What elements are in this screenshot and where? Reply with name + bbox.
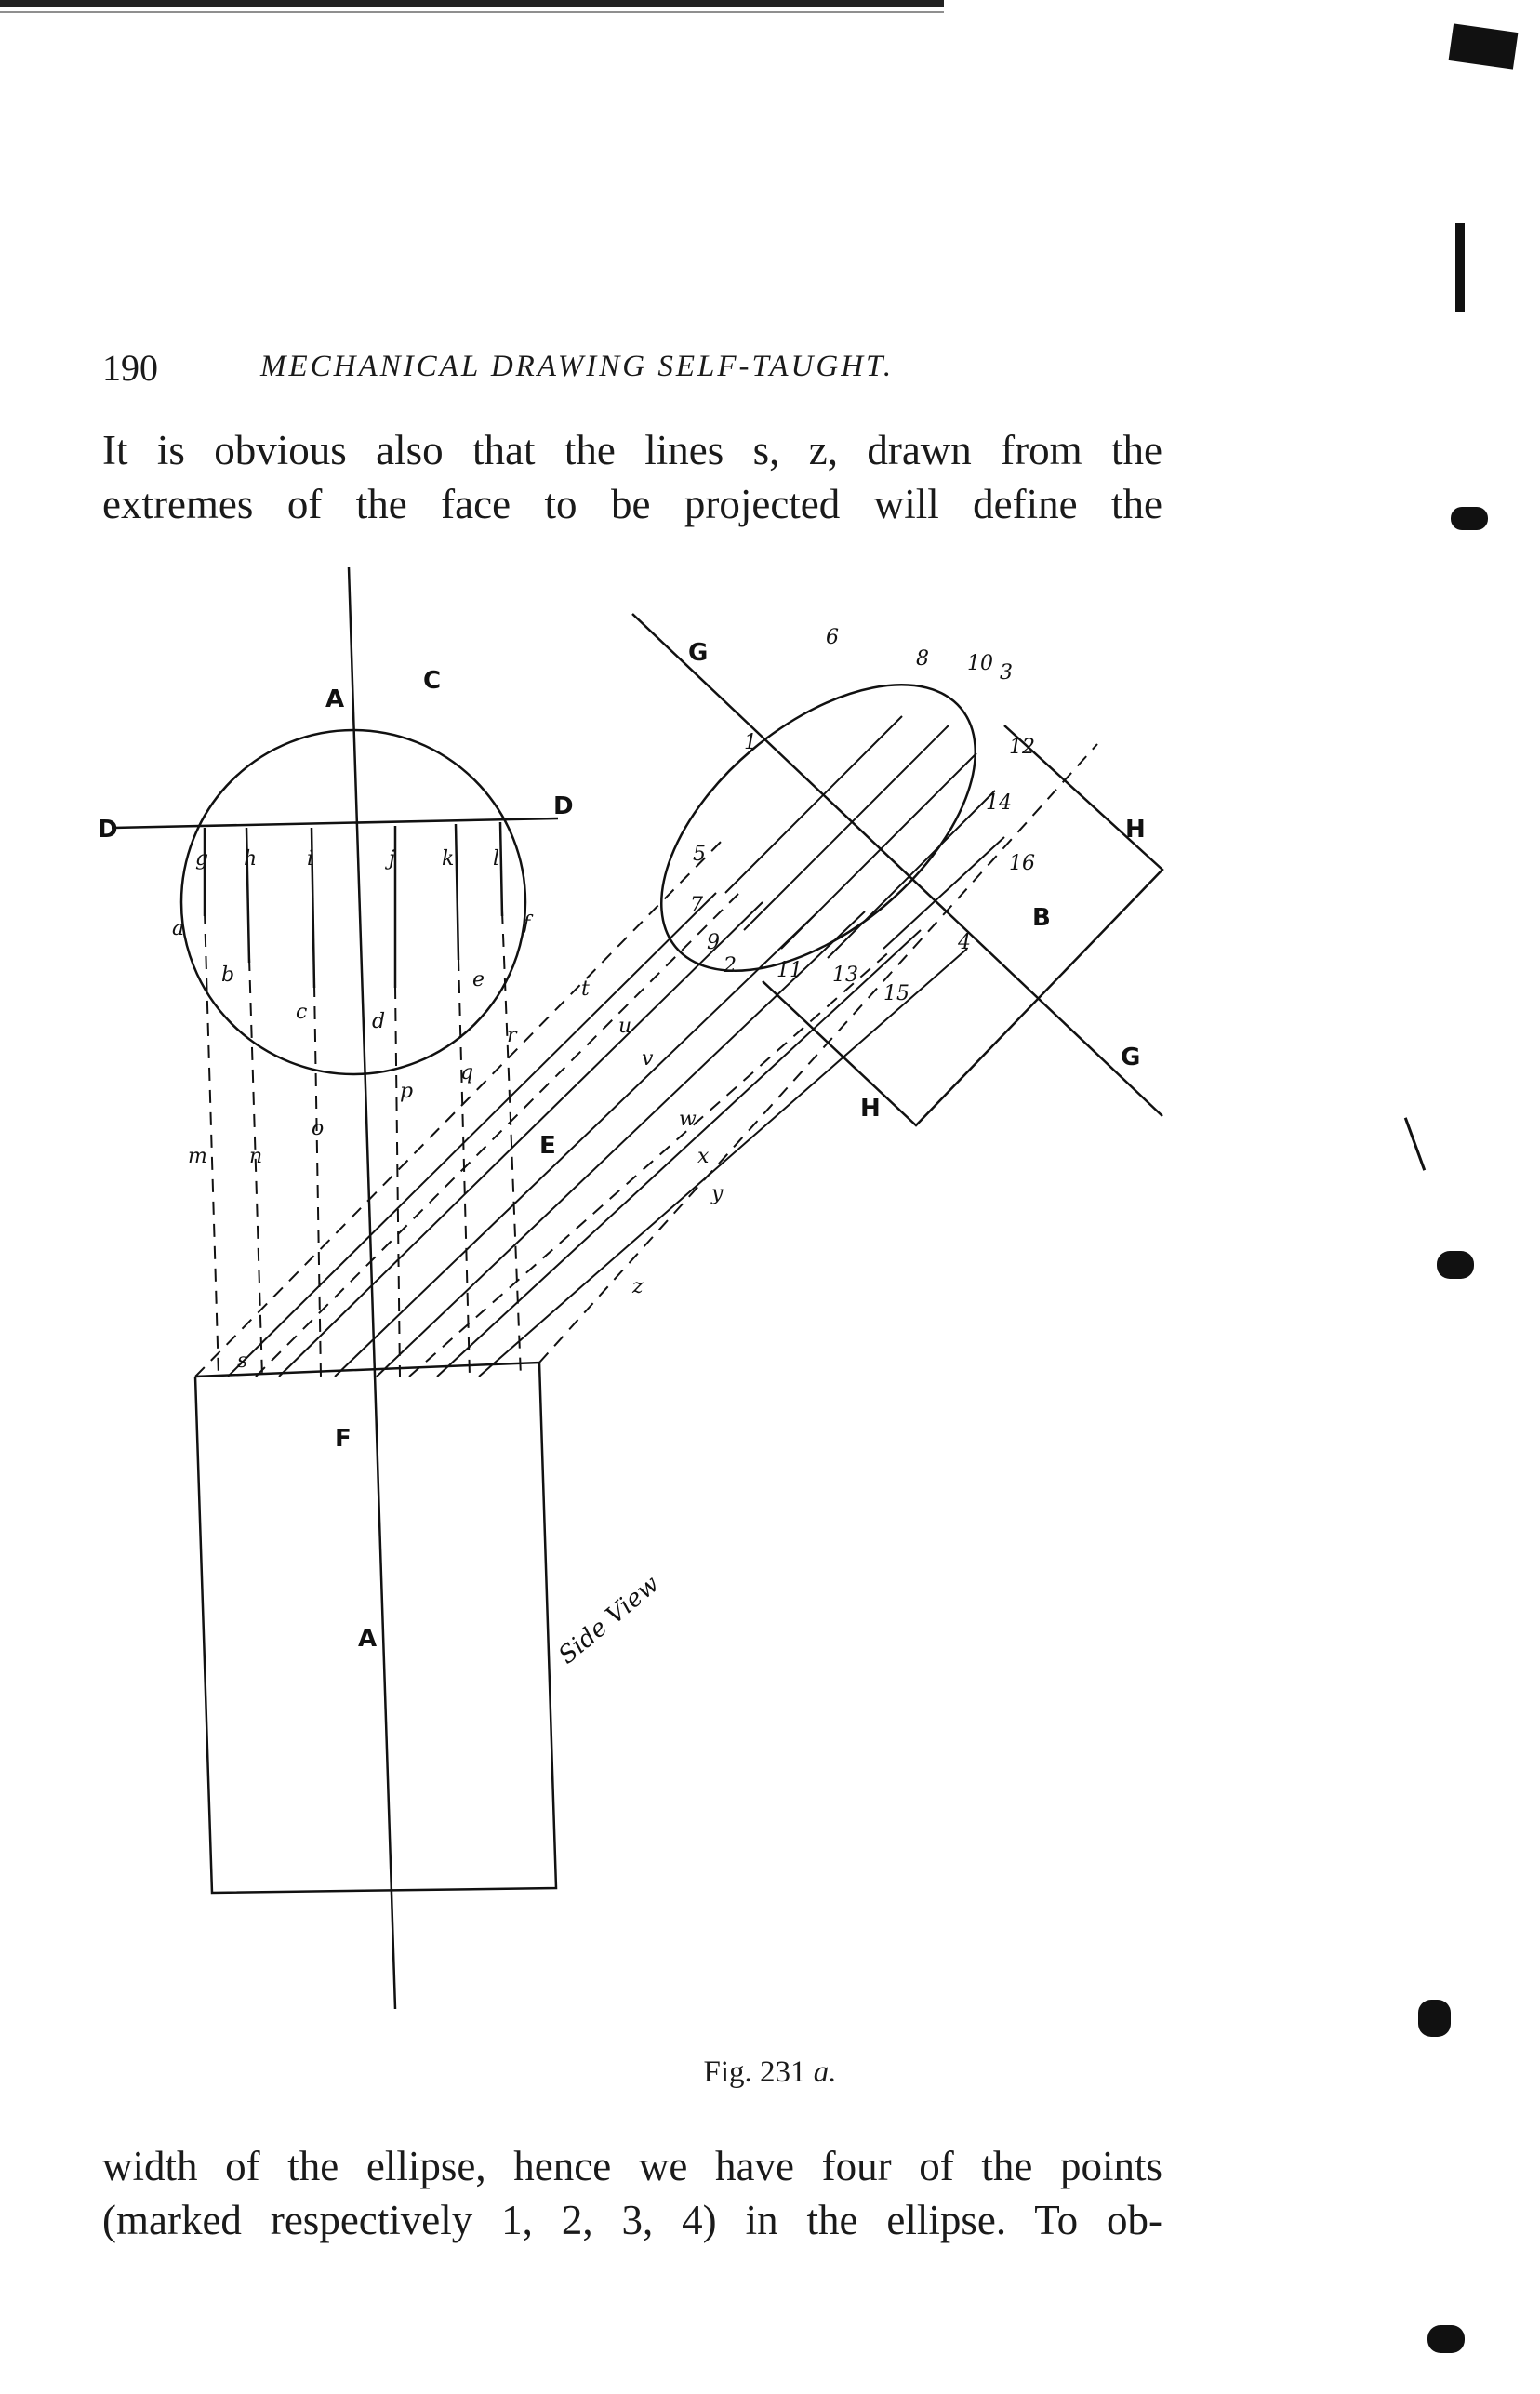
- label-A-top: A: [325, 685, 345, 713]
- label-E: E: [539, 1132, 556, 1160]
- label-H-bottom: H: [860, 1095, 881, 1123]
- paragraph-bottom: [102, 2139, 1162, 2247]
- oblique-label-v: v: [642, 1047, 654, 1071]
- ellipse-num-2: 2: [724, 954, 737, 978]
- label-G-bottom: G: [1121, 1044, 1141, 1071]
- top-edge-rule-thin: [0, 11, 944, 13]
- page-header: [102, 346, 1162, 392]
- paragraph-top: [102, 423, 1162, 531]
- point-label-d: d: [372, 1010, 386, 1033]
- caption-prefix: Fig. 231: [703, 2055, 814, 2089]
- point-label-a: a: [172, 917, 185, 940]
- vertical-axis: [349, 567, 395, 2009]
- chord-label-k: k: [442, 847, 455, 871]
- ellipse-num-15: 15: [883, 982, 909, 1005]
- margin-mark: [1427, 2325, 1465, 2353]
- page-number: 190: [102, 347, 158, 389]
- oblique-label-x: x: [697, 1145, 710, 1168]
- proj-label-r: r: [507, 1024, 517, 1047]
- ellipse-num-7: 7: [690, 894, 703, 917]
- chord-label-l: l: [493, 847, 500, 871]
- point-label-f: f: [523, 912, 531, 936]
- top-edge-rule: [0, 0, 944, 7]
- paragraph-top-line-1: It is obvious also that the lines s, z, drawn from the: [102, 427, 1162, 473]
- projected-ellipse: [610, 630, 1027, 1026]
- running-head: MECHANICAL DRAWING SELF-TAUGHT.: [260, 350, 895, 383]
- oblique-label-w: w: [679, 1108, 697, 1131]
- chord-label-j: j: [389, 847, 395, 871]
- label-A-bottom: A: [358, 1625, 378, 1653]
- proj-label-m: m: [188, 1145, 207, 1168]
- chord-label-i: i: [307, 847, 314, 871]
- ellipse-num-9: 9: [707, 931, 720, 954]
- ellipse-num-3: 3: [1000, 661, 1013, 685]
- paragraph-bottom-line-1: width of the ellipse, hence we have four of the points: [102, 2143, 1162, 2189]
- label-F: F: [335, 1425, 352, 1453]
- ellipse-num-12: 12: [1009, 736, 1035, 759]
- margin-mark: [1449, 23, 1519, 69]
- figure-231a: [0, 558, 1540, 2009]
- paragraph-bottom-line-2: (marked respectively 1, 2, 3, 4) in the ellipse. To ob-: [102, 2197, 1162, 2243]
- oblique-label-s: s: [237, 1350, 248, 1373]
- projection-drawing: [0, 558, 1540, 2009]
- label-B: B: [1032, 904, 1051, 932]
- margin-mark: [1418, 2000, 1451, 2037]
- ellipse-num-5: 5: [693, 843, 706, 866]
- caption-suffix: a.: [813, 2055, 837, 2089]
- oblique-label-y: y: [711, 1182, 724, 1205]
- point-label-e: e: [472, 968, 485, 991]
- plan-circle: [181, 730, 525, 1074]
- ellipse-num-6: 6: [826, 626, 839, 649]
- ellipse-num-8: 8: [916, 647, 929, 671]
- ellipse-num-13: 13: [832, 964, 858, 987]
- figure-caption: [0, 2055, 1540, 2090]
- margin-mark: [1437, 1251, 1474, 1279]
- oblique-label-t: t: [581, 978, 590, 1001]
- point-label-b: b: [221, 964, 235, 987]
- ellipse-num-16: 16: [1009, 852, 1035, 875]
- ellipse-num-4: 4: [958, 931, 971, 954]
- line-G-G: [632, 614, 1162, 1116]
- ellipse-num-14: 14: [986, 791, 1012, 815]
- chord-label-h: h: [244, 847, 258, 871]
- proj-label-q: q: [460, 1061, 474, 1084]
- oblique-label-u: u: [618, 1015, 632, 1038]
- label-H-right: H: [1125, 816, 1146, 844]
- margin-mark: [1451, 507, 1488, 530]
- margin-mark: [1455, 223, 1465, 312]
- label-side-view: Side View: [553, 1570, 665, 1670]
- ellipse-num-1: 1: [744, 731, 757, 754]
- label-D-left: D: [98, 816, 118, 844]
- chord-label-g: g: [195, 847, 209, 871]
- ellipse-num-10: 10: [967, 652, 993, 675]
- label-G-top: G: [688, 639, 709, 667]
- proj-label-p: p: [400, 1080, 414, 1103]
- ellipse-num-11: 11: [777, 959, 803, 982]
- proj-label-o: o: [312, 1117, 325, 1140]
- paragraph-top-line-2: extremes of the face to be projected will define the: [102, 481, 1162, 527]
- point-label-c: c: [296, 1001, 308, 1024]
- label-D-right: D: [553, 792, 574, 820]
- oblique-label-z: z: [632, 1275, 644, 1298]
- label-C: C: [423, 667, 442, 695]
- line-D-D: [112, 818, 558, 828]
- proj-label-n: n: [249, 1145, 263, 1168]
